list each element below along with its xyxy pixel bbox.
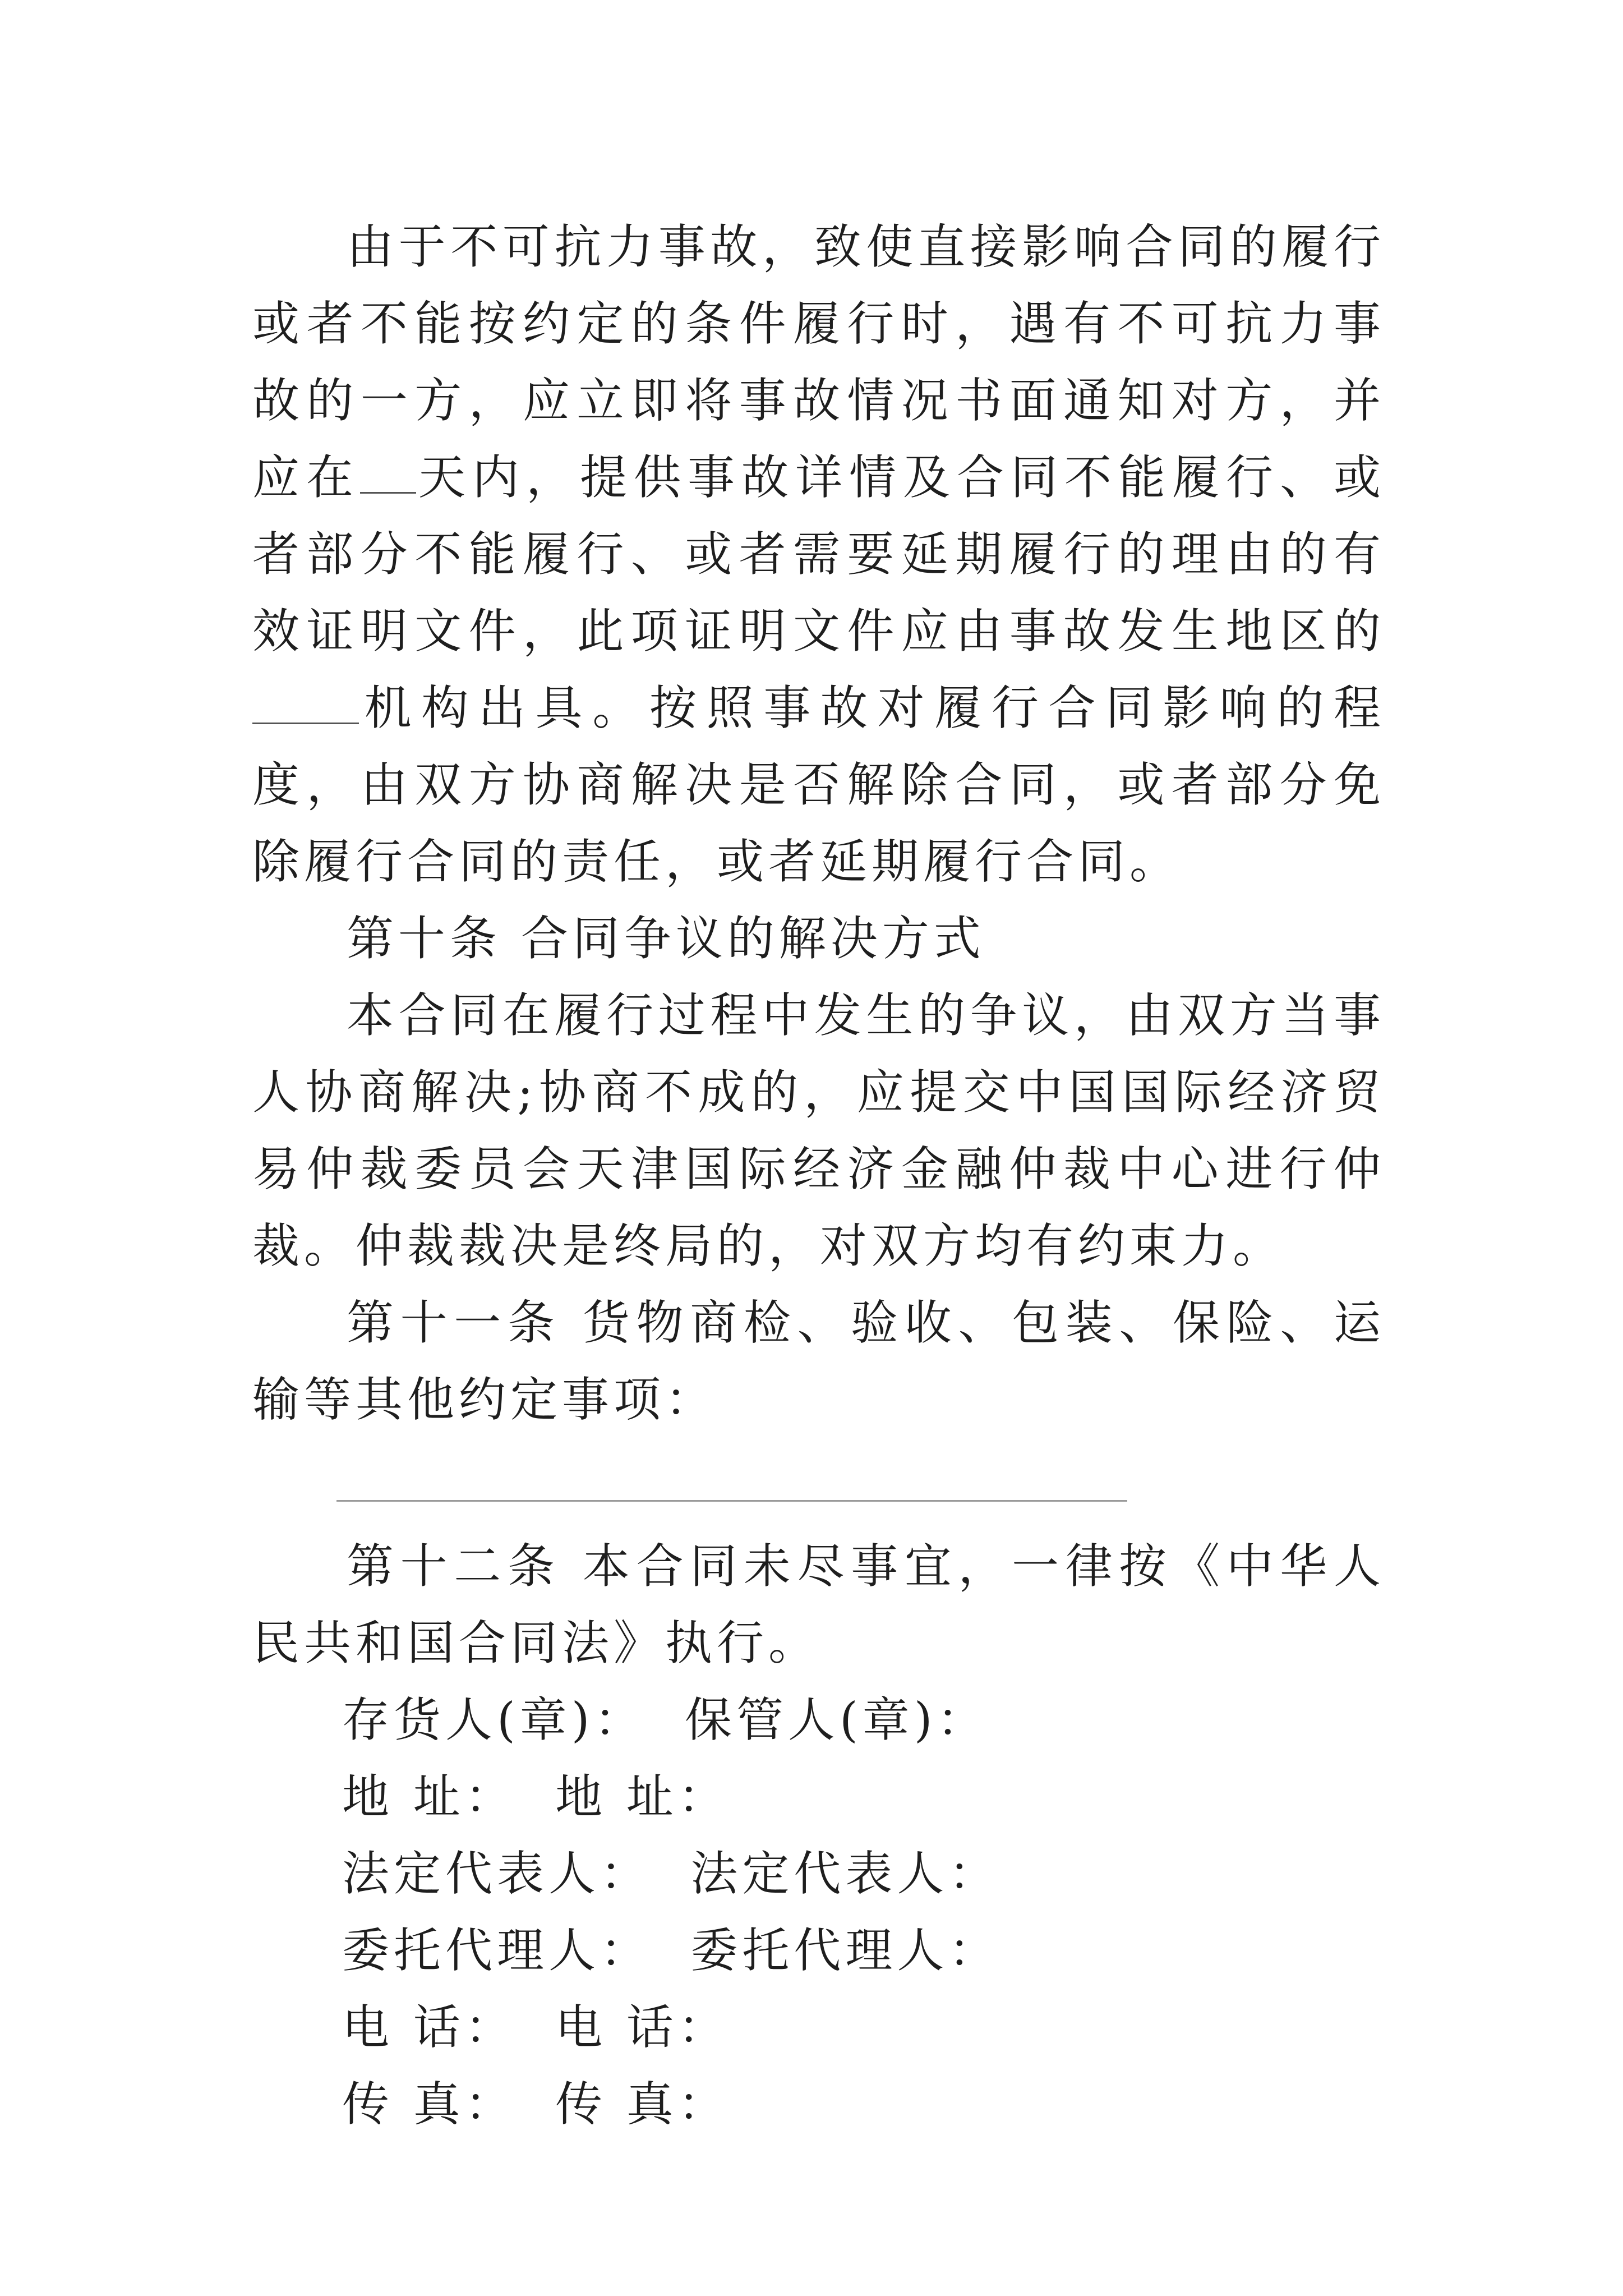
- party-b-label: 法定代表人：: [690, 1846, 1000, 1901]
- party-a-label: 法定代表人：: [342, 1846, 652, 1901]
- fill-in-line: [336, 1500, 1127, 1502]
- party-a-label: 委托代理人：: [342, 1923, 652, 1978]
- force-majeure-text-1: 由于不可抗力事故，致使直接影响合同的履行或者不能按约定的条件履行时，遇有不可抗力事故的一方，应立即将事故情况书面通知对方，并应在: [252, 219, 1385, 505]
- document-body: [252, 209, 1385, 2143]
- authority-blank: [252, 683, 359, 724]
- article-12: 第十二条 本合同未尽事宜，一律按《中华人民共和国合同法》执行。: [252, 1539, 1386, 1671]
- party-b-label: 委托代理人：: [690, 1923, 1000, 1978]
- article-10-heading: 第十条 合同争议的解决方式: [347, 911, 985, 966]
- signature-row: [252, 1682, 1385, 1759]
- days-blank: [360, 453, 416, 494]
- party-a-label: 电 话：: [342, 2000, 517, 2055]
- party-a-label: 传 真：: [342, 2077, 517, 2132]
- party-b-label: 电 话：: [555, 2000, 730, 2055]
- party-a-label: 存货人(章)：: [342, 1692, 646, 1747]
- party-b-label: 地 址：: [555, 1769, 730, 1824]
- signature-row: [252, 2066, 1385, 2143]
- party-b-label: 保管人(章)：: [684, 1692, 989, 1747]
- party-a-label: 地 址：: [342, 1769, 517, 1824]
- signature-row: [252, 1835, 1385, 1912]
- force-majeure-text-2: 天内，提供事故详情及合同不能履行、或者部分不能履行、或者需要延期履行的理由的有效证明文件，此项证明文件应由事故发生地区的: [252, 450, 1385, 659]
- force-majeure-paragraph: [252, 209, 1385, 900]
- signature-row: [252, 1759, 1385, 1835]
- fill-in-line-row: [252, 1438, 1385, 1528]
- signature-row: [252, 1912, 1385, 1989]
- article-10-body: 本合同在履行过程中发生的争议，由双方当事人协商解决;协商不成的，应提交中国国际经济贸易仲裁委员会天津国际经济金融仲裁中心进行仲裁。仲裁裁决是终局的，对双方均有约束力。: [252, 988, 1385, 1273]
- article-11: 第十一条 货物商检、验收、包装、保险、运输等其他约定事项：: [252, 1295, 1386, 1427]
- force-majeure-text-3: 机构出具。按照事故对履行合同影响的程度，由双方协商解决是否解除合同，或者部分免除履行合同的责任，或者延期履行合同。: [252, 680, 1385, 889]
- signature-row: [252, 1989, 1385, 2066]
- party-b-label: 传 真：: [555, 2077, 730, 2132]
